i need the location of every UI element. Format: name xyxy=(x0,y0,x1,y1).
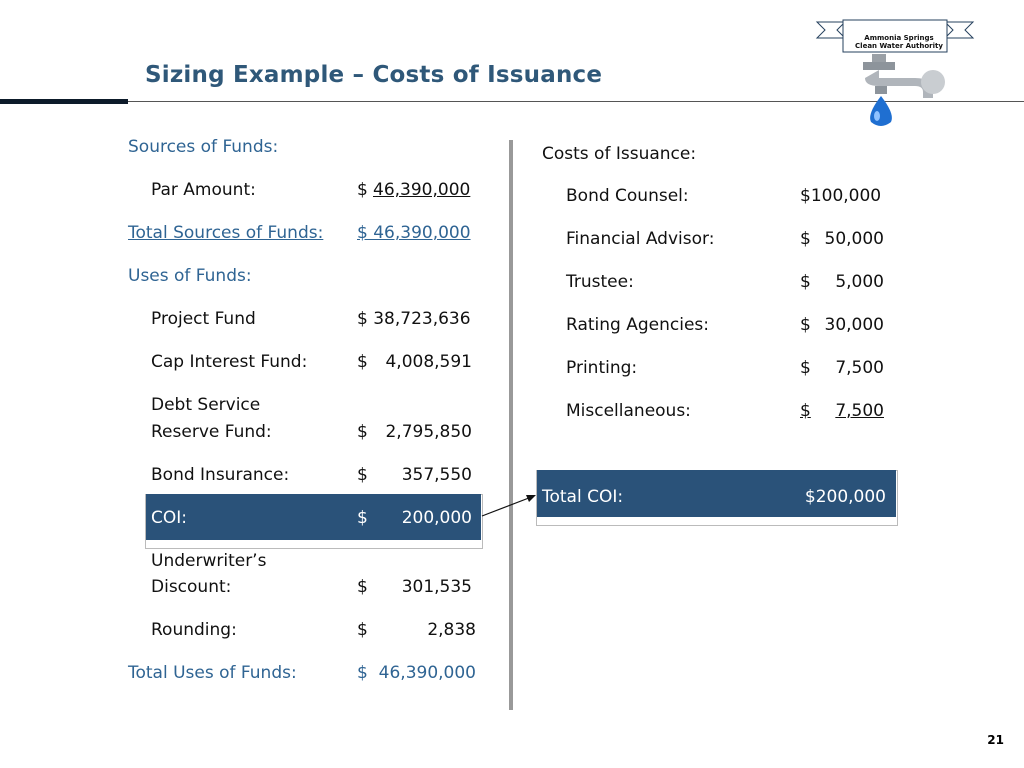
uw-label-2: Discount: xyxy=(151,577,232,597)
coi-item-label: Bond Counsel: xyxy=(566,186,689,206)
total-sources-label: Total Sources of Funds: xyxy=(128,223,324,243)
logo-line-2: Clean Water Authority xyxy=(855,42,943,50)
dsrf-label-2: Reserve Fund: xyxy=(151,422,272,442)
coi-item-value: 7,500 xyxy=(835,358,884,378)
header-rule-accent xyxy=(0,99,128,104)
coi-value: 200,000 xyxy=(401,508,472,528)
insurance-dollar: $ xyxy=(357,465,368,485)
total-uses-label: Total Uses of Funds: xyxy=(128,663,297,683)
page-number: 21 xyxy=(987,733,1004,747)
coi-label: COI: xyxy=(151,508,187,528)
coi-item-dollar: $ xyxy=(800,272,811,292)
dsrf-dollar: $ xyxy=(357,422,368,442)
total-sources-value: $ 46,390,000 xyxy=(357,223,471,243)
coi-item-label: Trustee: xyxy=(566,272,634,292)
coi-item-label: Printing: xyxy=(566,358,638,378)
par-dollar: $ xyxy=(357,180,368,200)
uw-dollar: $ xyxy=(357,577,368,597)
uw-label-1: Underwriter’s xyxy=(151,551,267,571)
insurance-value: 357,550 xyxy=(401,465,472,485)
coi-item-label: Miscellaneous: xyxy=(566,401,691,421)
par-label: Par Amount: xyxy=(151,180,256,200)
rounding-label: Rounding: xyxy=(151,620,237,640)
uw-value: 301,535 xyxy=(401,577,472,597)
coi-item-dollar: $ xyxy=(800,401,811,421)
par-value: 46,390,000 xyxy=(373,180,471,200)
coi-item-dollar: $ xyxy=(800,315,811,335)
rounding-value: 2,838 xyxy=(427,620,476,640)
coi-item-dollar: $ xyxy=(800,229,811,249)
coi-heading: Costs of Issuance: xyxy=(542,144,697,164)
coi-dollar: $ xyxy=(357,508,368,528)
logo-text xyxy=(850,34,948,50)
coi-item-value: 7,500 xyxy=(835,401,884,421)
total-coi-value: $200,000 xyxy=(804,487,886,507)
coi-item-value: 50,000 xyxy=(824,229,884,249)
coi-item-label: Rating Agencies: xyxy=(566,315,709,335)
uses-heading: Uses of Funds: xyxy=(128,266,252,286)
project-value: $ 38,723,636 xyxy=(357,309,471,329)
project-label: Project Fund xyxy=(151,309,256,329)
insurance-label: Bond Insurance: xyxy=(151,465,290,485)
coi-item-dollar: $ xyxy=(800,358,811,378)
cap-value: 4,008,591 xyxy=(385,352,472,372)
dsrf-label-1: Debt Service xyxy=(151,395,261,415)
cap-label: Cap Interest Fund: xyxy=(151,352,308,372)
rounding-dollar: $ xyxy=(357,620,368,640)
column-divider xyxy=(509,140,513,710)
coi-item-value: 5,000 xyxy=(835,272,884,292)
coi-item-value: 30,000 xyxy=(824,315,884,335)
arrow-icon xyxy=(480,490,540,520)
page-title: Sizing Example – Costs of Issuance xyxy=(145,62,603,88)
total-uses-dollar: $ xyxy=(357,663,368,683)
cap-dollar: $ xyxy=(357,352,368,372)
dsrf-value: 2,795,850 xyxy=(385,422,472,442)
logo-line-1: Ammonia Springs xyxy=(864,34,934,42)
total-uses-value: 46,390,000 xyxy=(378,663,476,683)
coi-item-label: Financial Advisor: xyxy=(566,229,715,249)
sources-heading: Sources of Funds: xyxy=(128,137,279,157)
total-coi-label: Total COI: xyxy=(542,487,624,507)
coi-item-dollar: $100,000 xyxy=(800,186,882,206)
